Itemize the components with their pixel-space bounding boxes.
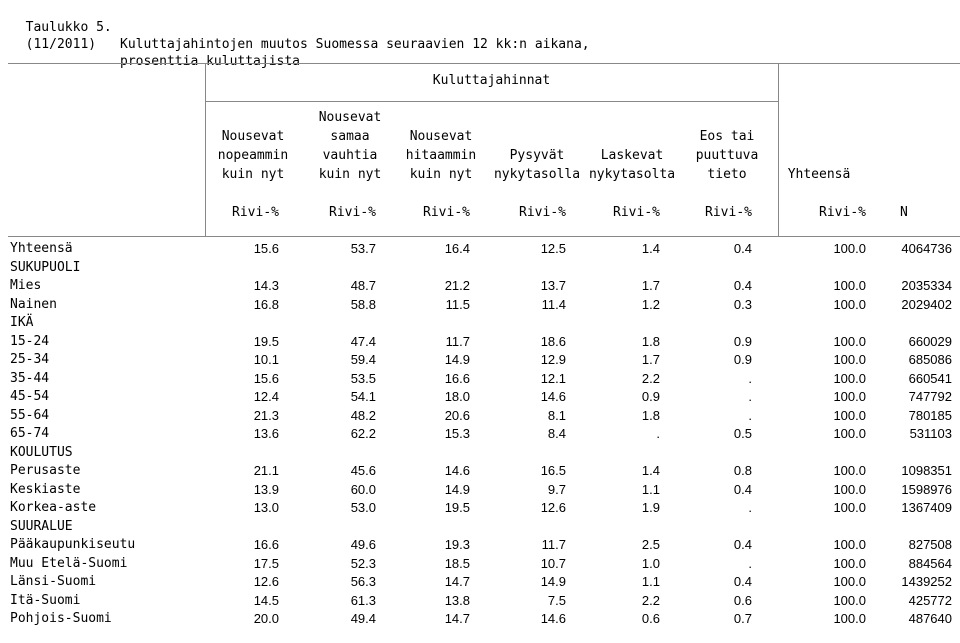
cell-percent: 0.4 (733, 241, 752, 256)
cell-percent: 56.3 (350, 574, 376, 589)
table-subtitle: prosenttia kuluttajista (120, 54, 301, 69)
column-header-1-line-2: Nousevat (221, 129, 285, 144)
cell-percent: 1.0 (641, 555, 660, 571)
cell-n: 660029 (908, 333, 952, 349)
cell-percent: 0.4 (733, 278, 752, 293)
cell-percent: 8.1 (547, 407, 566, 423)
cell-percent: 2.2 (641, 592, 660, 608)
section-header-row (0, 518, 960, 536)
cell-percent: 13.9 (253, 481, 279, 497)
cell-percent: 61.3 (350, 592, 376, 608)
cell-percent: 13.6 (253, 426, 279, 441)
table-date: (11/2011) (25, 37, 97, 52)
row-label: 35-44 (10, 370, 50, 386)
table-row (0, 499, 960, 517)
unit-label: Rivi-% (613, 205, 660, 220)
row-label: 45-54 (10, 389, 50, 404)
cell-percent: 2.2 (641, 370, 660, 386)
cell-percent: 1.2 (641, 296, 660, 312)
cell-percent: . (748, 555, 752, 571)
table-row (0, 573, 960, 591)
row-label: Keskiaste (10, 481, 81, 497)
unit-label: Rivi-% (232, 205, 279, 220)
column-header-2-line-1: Nousevat (318, 110, 382, 125)
cell-percent: 0.5 (733, 426, 752, 441)
cell-percent: 19.3 (444, 537, 470, 552)
cell-percent: 16.8 (253, 296, 279, 312)
section-header-row (0, 314, 960, 332)
cell-percent: 20.6 (444, 407, 470, 423)
column-header-1-line-4: kuin nyt (221, 167, 285, 182)
row-label: 25-34 (10, 352, 50, 367)
unit-label: Rivi-% (329, 205, 376, 220)
cell-percent: 100.0 (833, 574, 866, 589)
cell-percent: 1.4 (641, 463, 660, 478)
cell-percent: 100.0 (833, 241, 866, 256)
group-header-kuluttajahinnat: Kuluttajahinnat (432, 73, 551, 88)
row-label: 55-64 (10, 407, 50, 423)
cell-n: 425772 (908, 592, 952, 608)
row-label: Pohjois-Suomi (10, 611, 112, 626)
table-row (0, 462, 960, 480)
unit-label: Rivi-% (423, 205, 470, 220)
table-row (0, 610, 960, 628)
cell-n: 1598976 (901, 481, 952, 497)
row-label: Korkea-aste (10, 500, 97, 515)
cell-percent: 0.8 (733, 463, 752, 478)
cell-percent: 53.0 (350, 500, 376, 515)
cell-percent: 2.5 (641, 537, 660, 552)
cell-percent: 100.0 (833, 407, 866, 423)
cell-percent: 100.0 (833, 426, 866, 441)
unit-label: Rivi-% (819, 205, 866, 220)
cell-percent: 14.3 (253, 278, 279, 293)
cell-percent: 52.3 (350, 555, 376, 571)
cell-percent: 21.2 (444, 278, 470, 293)
cell-percent: 49.4 (350, 611, 376, 626)
cell-percent: 1.8 (641, 333, 660, 349)
column-header-4-line-3: Pysyvät (509, 148, 565, 163)
cell-percent: 53.5 (350, 370, 376, 386)
cell-percent: 16.4 (444, 241, 470, 256)
cell-percent: 100.0 (833, 592, 866, 608)
cell-percent: 15.6 (253, 241, 279, 256)
cell-percent: 100.0 (833, 389, 866, 404)
cell-n: 1439252 (901, 574, 952, 589)
row-label: Muu Etelä-Suomi (10, 555, 128, 571)
cell-percent: 100.0 (833, 352, 866, 367)
cell-percent: 1.4 (641, 241, 660, 256)
cell-n: 487640 (908, 611, 952, 626)
table-row (0, 351, 960, 369)
cell-n: 2029402 (901, 296, 952, 312)
cell-percent: 48.2 (350, 407, 376, 423)
table-row (0, 536, 960, 554)
cell-percent: 1.7 (641, 352, 660, 367)
cell-n: 884564 (908, 555, 952, 571)
section-label: SUKUPUOLI (10, 259, 81, 275)
cell-percent: 0.4 (733, 537, 752, 552)
cell-percent: 15.6 (253, 370, 279, 386)
cell-percent: . (656, 426, 660, 441)
cell-n: 685086 (908, 352, 952, 367)
cell-n: 780185 (908, 407, 952, 423)
cell-percent: 14.5 (253, 592, 279, 608)
cell-percent: 13.7 (540, 278, 566, 293)
cell-percent: 16.6 (444, 370, 470, 386)
cell-percent: 12.4 (253, 389, 279, 404)
row-label: Pääkaupunkiseutu (10, 537, 136, 552)
unit-label: N (900, 205, 908, 220)
column-header-5-line-4: nykytasolta (588, 167, 676, 182)
table-row (0, 425, 960, 443)
cell-percent: 11.5 (445, 296, 470, 312)
cell-percent: 54.1 (350, 389, 376, 404)
cell-percent: 7.5 (547, 592, 566, 608)
cell-percent: 13.8 (444, 592, 470, 608)
cell-percent: 62.2 (350, 426, 376, 441)
cell-percent: 100.0 (833, 463, 866, 478)
cell-percent: 100.0 (833, 500, 866, 515)
cell-percent: 8.4 (547, 426, 566, 441)
cell-percent: 21.1 (253, 463, 279, 478)
cell-percent: 47.4 (350, 333, 376, 349)
cell-percent: 13.0 (253, 500, 279, 515)
cell-percent: 11.7 (541, 537, 566, 552)
header-bottom-rule (8, 236, 960, 237)
cell-percent: 1.9 (641, 500, 660, 515)
cell-percent: 49.6 (350, 537, 376, 552)
cell-percent: 0.7 (733, 611, 752, 626)
cell-percent: 21.3 (253, 407, 279, 423)
cell-percent: 48.7 (350, 278, 376, 293)
cell-percent: . (748, 407, 752, 423)
table-number: Taulukko 5. (25, 20, 112, 35)
cell-percent: 0.3 (733, 296, 752, 312)
cell-percent: 9.7 (547, 481, 566, 497)
cell-percent: 0.9 (641, 389, 660, 404)
table-row (0, 555, 960, 573)
cell-n: 4064736 (901, 241, 952, 256)
row-label: Yhteensä (10, 241, 73, 256)
unit-label: Rivi-% (705, 205, 752, 220)
column-header-6-line-4: tieto (707, 167, 747, 182)
cell-percent: 18.0 (444, 389, 470, 404)
cell-percent: 1.8 (641, 407, 660, 423)
cell-n: 747792 (908, 389, 952, 404)
cell-percent: 53.7 (350, 241, 376, 256)
column-header-2-line-2: samaa (330, 129, 370, 144)
cell-percent: 20.0 (253, 611, 279, 626)
cell-n: 531103 (909, 426, 952, 441)
cell-percent: 45.6 (350, 463, 376, 478)
table-row (0, 333, 960, 351)
table-row (0, 240, 960, 258)
cell-percent: 11.7 (445, 333, 470, 349)
cell-percent: 60.0 (350, 481, 376, 497)
section-header-row (0, 444, 960, 462)
cell-percent: 100.0 (833, 555, 866, 571)
section-header-row (0, 259, 960, 277)
column-header-6-line-2: Eos tai (699, 129, 755, 144)
cell-percent: 0.9 (733, 333, 752, 349)
cell-percent: 100.0 (833, 481, 866, 497)
cell-percent: 18.6 (540, 333, 566, 349)
row-label: Nainen (10, 296, 57, 312)
section-label: IKÄ (10, 315, 34, 330)
cell-percent: 15.3 (444, 426, 470, 441)
cell-n: 827508 (908, 537, 952, 552)
cell-percent: 1.1 (641, 481, 660, 497)
cell-n: 660541 (908, 370, 952, 386)
table-row (0, 592, 960, 610)
section-label: SUURALUE (10, 518, 73, 534)
cell-percent: 1.1 (641, 574, 660, 589)
cell-percent: 19.5 (444, 500, 470, 515)
cell-percent: 14.7 (444, 574, 470, 589)
column-header-6-line-3: puuttuva (695, 148, 759, 163)
cell-n: 1367409 (901, 500, 952, 515)
table-row (0, 481, 960, 499)
column-header-5-line-3: Laskevat (600, 148, 664, 163)
header-top-rule (8, 63, 960, 64)
cell-percent: 14.6 (540, 389, 566, 404)
cell-percent: . (748, 389, 752, 404)
cell-n: 2035334 (901, 278, 952, 293)
cell-percent: 12.9 (540, 352, 566, 367)
column-header-7-line-4: Yhteensä (787, 167, 851, 182)
cell-percent: 0.9 (733, 352, 752, 367)
table-row (0, 388, 960, 406)
column-header-1-line-3: nopeammin (217, 148, 289, 163)
cell-percent: 100.0 (833, 537, 866, 552)
group-header-rule (205, 101, 778, 102)
cell-percent: 14.6 (444, 463, 470, 478)
cell-percent: 19.5 (253, 333, 279, 349)
row-label: Itä-Suomi (10, 592, 81, 608)
column-header-2-line-4: kuin nyt (318, 167, 382, 182)
cell-percent: 14.9 (444, 481, 470, 497)
table-row (0, 296, 960, 314)
table-row (0, 277, 960, 295)
row-label: Länsi-Suomi (10, 574, 97, 589)
cell-percent: 58.8 (350, 296, 376, 312)
cell-percent: 59.4 (350, 352, 376, 367)
cell-percent: 0.4 (733, 481, 752, 497)
cell-percent: 100.0 (833, 333, 866, 349)
cell-percent: 100.0 (833, 611, 866, 626)
cell-percent: 16.6 (253, 537, 279, 552)
cell-percent: 12.1 (540, 370, 566, 386)
cell-percent: 100.0 (833, 370, 866, 386)
cell-percent: 12.6 (253, 574, 279, 589)
cell-percent: 100.0 (833, 278, 866, 293)
row-label: 15-24 (10, 333, 50, 349)
cell-percent: 1.7 (641, 278, 660, 293)
cell-n: 1098351 (901, 463, 952, 478)
column-header-3-line-3: hitaammin (405, 148, 477, 163)
unit-label: Rivi-% (519, 205, 566, 220)
cell-percent: 16.5 (540, 463, 566, 478)
table-row (0, 407, 960, 425)
cell-percent: 14.6 (540, 611, 566, 626)
section-label: KOULUTUS (10, 444, 73, 460)
column-header-3-line-4: kuin nyt (409, 167, 473, 182)
cell-percent: 100.0 (833, 296, 866, 312)
column-header-4-line-4: nykytasolla (493, 167, 581, 182)
cell-percent: . (748, 370, 752, 386)
column-header-2-line-3: vauhtia (322, 148, 378, 163)
cell-percent: 17.5 (253, 555, 279, 571)
table-row (0, 370, 960, 388)
cell-percent: 10.7 (540, 555, 566, 571)
cell-percent: 11.4 (541, 296, 566, 312)
cell-percent: 18.5 (444, 555, 470, 571)
cell-percent: 14.9 (540, 574, 566, 589)
cell-percent: . (748, 500, 752, 515)
cell-percent: 10.1 (253, 352, 279, 367)
row-label: Perusaste (10, 463, 81, 478)
cell-percent: 14.9 (444, 352, 470, 367)
cell-percent: 0.6 (641, 611, 660, 626)
table-title: Kuluttajahintojen muutos Suomessa seuraavien 12 kk:n aikana, (120, 37, 590, 52)
column-header-3-line-2: Nousevat (409, 129, 473, 144)
cell-percent: 12.6 (540, 500, 566, 515)
cell-percent: 0.6 (733, 592, 752, 608)
row-label: 65-74 (10, 426, 50, 441)
row-label: Mies (10, 278, 42, 293)
cell-percent: 12.5 (540, 241, 566, 256)
cell-percent: 0.4 (733, 574, 752, 589)
cell-percent: 14.7 (444, 611, 470, 626)
